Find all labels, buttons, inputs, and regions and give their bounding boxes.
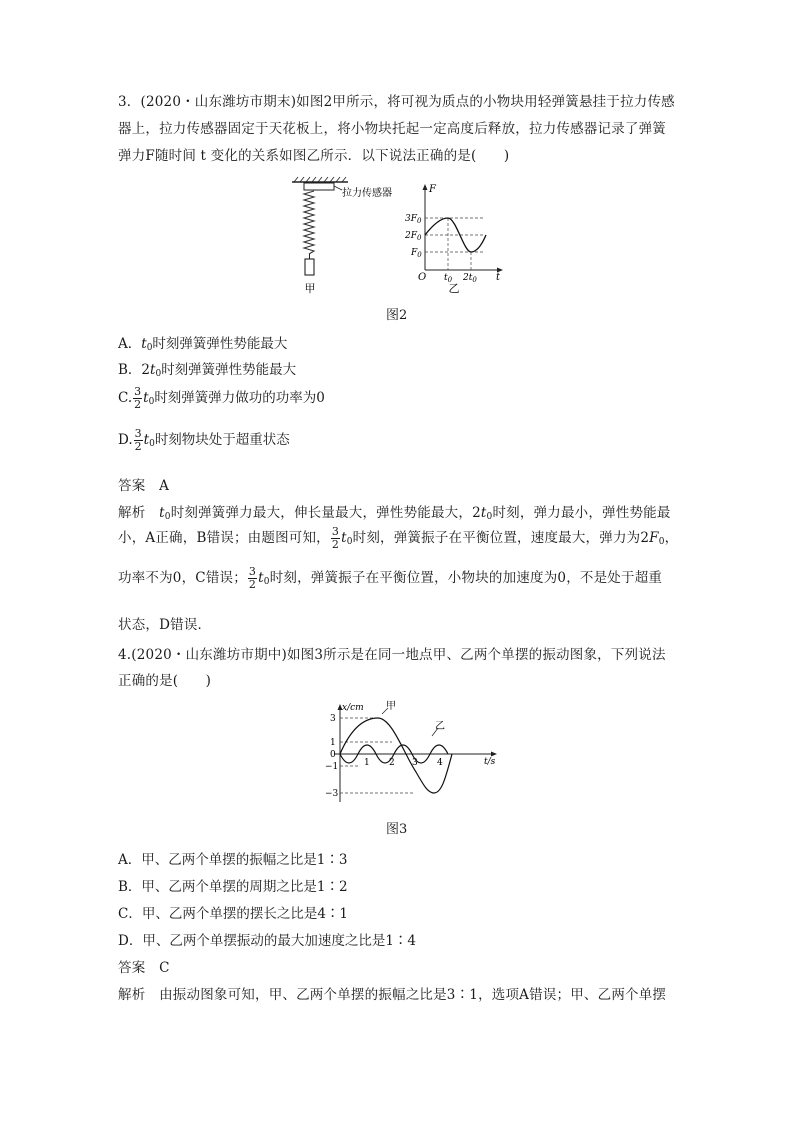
q4-option-a: A．甲、乙两个单摆的振幅之比是1∶3 — [118, 852, 348, 868]
graph3-x-axis-label: t/s — [484, 757, 496, 767]
q3-explanation-3: 功率不为0，C错误； $\frac{3}{2}$ $t_0$时刻，弹簧振子在平衡位置，小物块的加速度为0，不是处于超重 — [118, 565, 663, 591]
fig-jia-label: 甲 — [304, 282, 316, 295]
q4-explanation-1: 解析 由振动图象可知，甲、乙两个单摆的振幅之比是3∶1，选项A错误；甲、乙两个单摆 — [118, 987, 667, 1003]
fig-yi-label: 乙 — [448, 282, 460, 295]
graph3-y-axis-label: x/cm — [342, 703, 364, 713]
ytick-3f: $3F_0$ — [405, 214, 422, 225]
xtick-3: 3 — [412, 758, 418, 768]
ytick-neg3: −3 — [325, 789, 339, 799]
force-sensor — [304, 183, 334, 190]
q3-option-c: C. $\frac{3}{2}$ $t_0$时刻弹簧弹力做功的功率为0 — [118, 385, 325, 411]
ytick-neg1: −1 — [325, 762, 339, 772]
ceiling-hatch — [292, 177, 348, 182]
q3-option-b: B．$2t_0$时刻弹簧弹性势能最大 — [118, 362, 297, 379]
ytick-3: 3 — [330, 714, 336, 724]
spring — [304, 191, 314, 254]
q4-answer: 答案 C — [118, 960, 170, 976]
xtick-1: 1 — [364, 758, 370, 768]
xtick-2: 2 — [389, 758, 395, 768]
q3-line-1: 3．(2020・山东潍坊市期末)如图2甲所示，将可视为质点的小物块用轻弹簧悬挂于拉力传感 — [118, 94, 675, 110]
force-time-graph — [404, 184, 503, 284]
xtick-4: 4 — [437, 758, 443, 768]
ytick-0: 0 — [330, 750, 336, 760]
q3-explanation-2: 小，A正确，B错误；由题图可知， $\frac{3}{2}$ $t_0$时刻，弹簧振子在平衡位置，速度最大，弹力为$2F_0$， — [118, 525, 679, 551]
figure-3 — [312, 696, 502, 808]
q3-line-2: 器上，拉力传感器固定于天花板上，将小物块托起一定高度后释放，拉力传感器记录了弹簧 — [118, 121, 666, 137]
q3-answer: 答案 A — [118, 478, 170, 494]
figure-3-caption: 图3 — [386, 822, 408, 837]
q3-option-a: A．$t_0$时刻弹簧弹性势能最大 — [118, 336, 288, 353]
q3-line-3: 弹力F随时间 t 变化的关系如图乙所示．以下说法正确的是( ) — [118, 148, 510, 164]
ytick-2f: $2F_0$ — [405, 231, 422, 242]
q4-line-2: 正确的是( ) — [118, 673, 212, 689]
graph-y-axis-label: F — [429, 184, 436, 195]
q3-explanation-1: 解析 $t_0$时刻弹簧弹力最大，伸长量最大，弹性势能最大，$2t_0$时刻，弹力最小，弹性势能最 — [118, 505, 671, 522]
sensor-label: 拉力传感器 — [342, 188, 392, 199]
figure-2-caption: 图2 — [386, 308, 408, 323]
figure-2 — [280, 170, 520, 300]
label-yi: 乙 — [435, 721, 445, 732]
graph-x-axis-label: t — [496, 272, 501, 283]
q3-explanation-4: 状态，D错误． — [118, 617, 212, 633]
q4-option-d: D．甲、乙两个单摆振动的最大加速度之比是1∶4 — [118, 933, 417, 949]
graph-origin: O — [418, 272, 427, 283]
q4-option-c: C．甲、乙两个单摆的摆长之比是4∶1 — [118, 906, 349, 922]
block — [305, 259, 314, 275]
xtick-t0: $t_0$ — [444, 273, 453, 284]
q4-option-b: B．甲、乙两个单摆的周期之比是1∶2 — [118, 879, 348, 895]
label-jia: 甲 — [386, 701, 396, 712]
ytick-f: $F_0$ — [411, 248, 422, 259]
xtick-2t0: $2t_0$ — [463, 273, 477, 284]
q3-option-d: D. $\frac{3}{2}$ $t_0$时刻物块处于超重状态 — [118, 427, 290, 453]
q4-line-1: 4.(2020・山东潍坊市期中)如图3所示是在同一地点甲、乙两个单摆的振动图象，下列说法 — [118, 647, 666, 663]
ytick-1: 1 — [330, 738, 336, 748]
